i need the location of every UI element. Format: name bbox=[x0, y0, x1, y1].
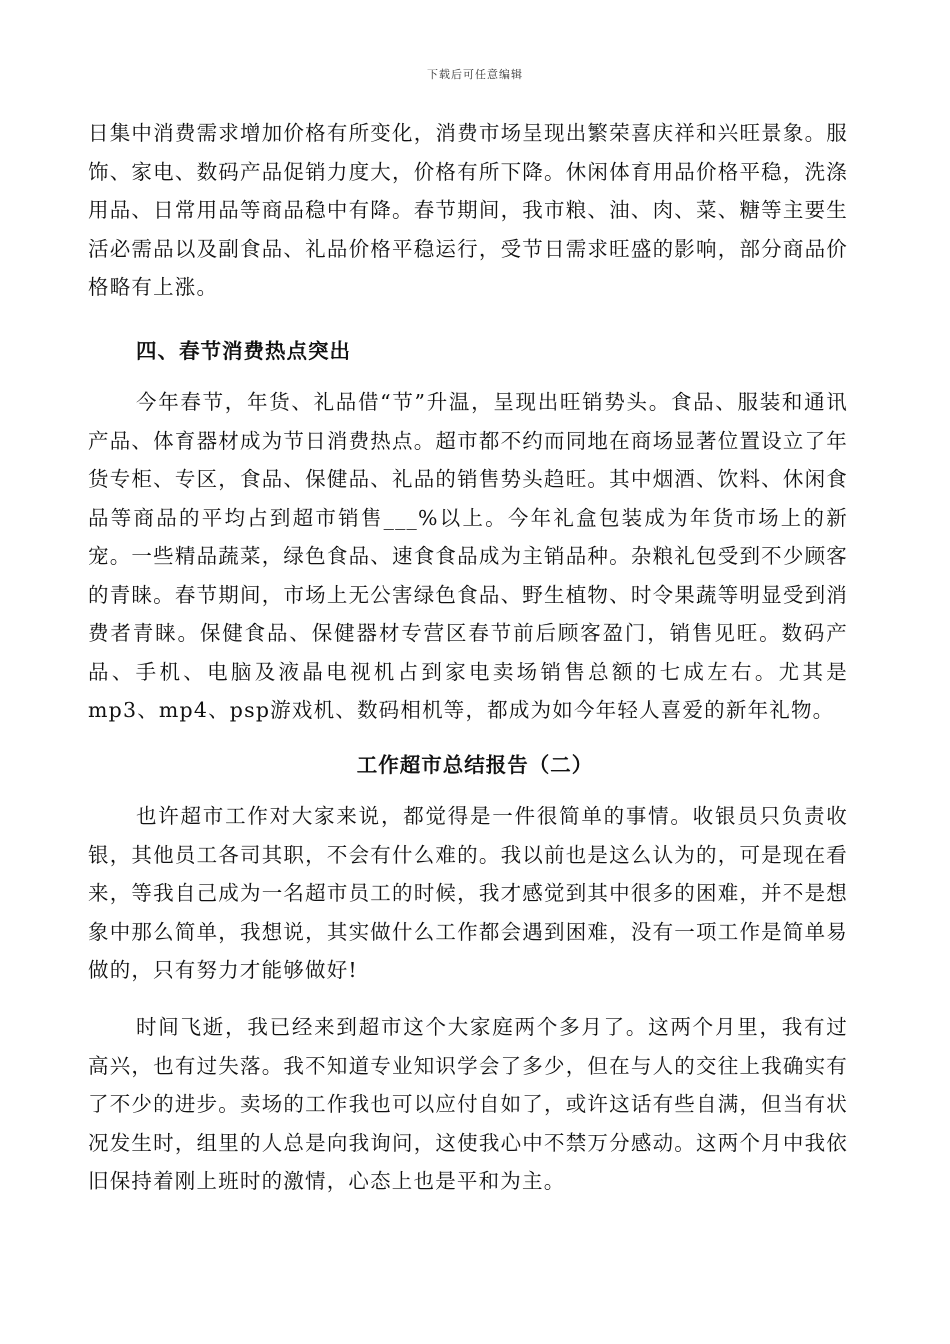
paragraph-price-changes: 日集中消费需求增加价格有所变化，消费市场呈现出繁荣喜庆祥和兴旺景象。服饰、家电、数码产品促销力度大，价格有所下降。休闲体育用品价格平稳，洗涤用品、日常用品等商品稳中有降。春节期间，我市粮、油、肉、菜、糖等主要生活必需品以及副食品、礼品价格平稳运行，受节日需求旺盛的影响，部分商品价格略有上涨。 bbox=[88, 121, 848, 299]
section-heading-spring-festival-hotspots: 四、春节消费热点突出 bbox=[136, 339, 351, 363]
page-header: 下载后可任意编辑 bbox=[427, 68, 523, 81]
report-title-part-two: 工作超市总结报告（二） bbox=[356, 753, 594, 777]
paragraph-two-months-reflection: 时间飞逝，我已经来到超市这个大家庭两个多月了。这两个月里，我有过高兴，也有过失落。我不知道专业知识学会了多少，但在与人的交往上我确实有了不少的进步。卖场的工作我也可以应付自如了，或许这话有些自满，但当有状况发生时，组里的人总是向我询问，这使我心中不禁万分感动。这两个月中我依旧保持着刚上班时的激情，心态上也是平和为主。 bbox=[88, 1015, 848, 1193]
paragraph-spring-festival-hotspots: 今年春节，年货、礼品借“节”升温，呈现出旺销势头。食品、服装和通讯产品、体育器材成为节日消费热点。超市都不约而同地在商场显著位置设立了年货专柜、专区，食品、保健品、礼品的销售势头趋旺。其中烟酒、饮料、休闲食品等商品的平均占到超市销售___%以上。今年礼盒包装成为年货市场上的新宠。一些精品蔬菜，绿色食品、速食食品成为主销品种。杂粮礼包受到不少顾客的青睐。春节期间，市场上无公害绿色食品、野生植物、时令果蔬等明显受到消费者青睐。保健食品、保健器材专营区春节前后顾客盈门，销售见旺。数码产品、手机、电脑及液晶电视机占到家电卖场销售总额的七成左右。尤其是mp3、mp4、psp游戏机、数码相机等，都成为如今年轻人喜爱的新年礼物。 bbox=[88, 390, 848, 722]
paragraph-supermarket-work-intro: 也许超市工作对大家来说，都觉得是一件很简单的事情。收银员只负责收银，其他员工各司其职，不会有什么难的。我以前也是这么认为的，可是现在看来，等我自己成为一名超市员工的时候，我才感觉到其中很多的困难，并不是想象中那么简单，我想说，其实做什么工作都会遇到困难，没有一项工作是简单易做的，只有努力才能够做好! bbox=[88, 804, 848, 982]
